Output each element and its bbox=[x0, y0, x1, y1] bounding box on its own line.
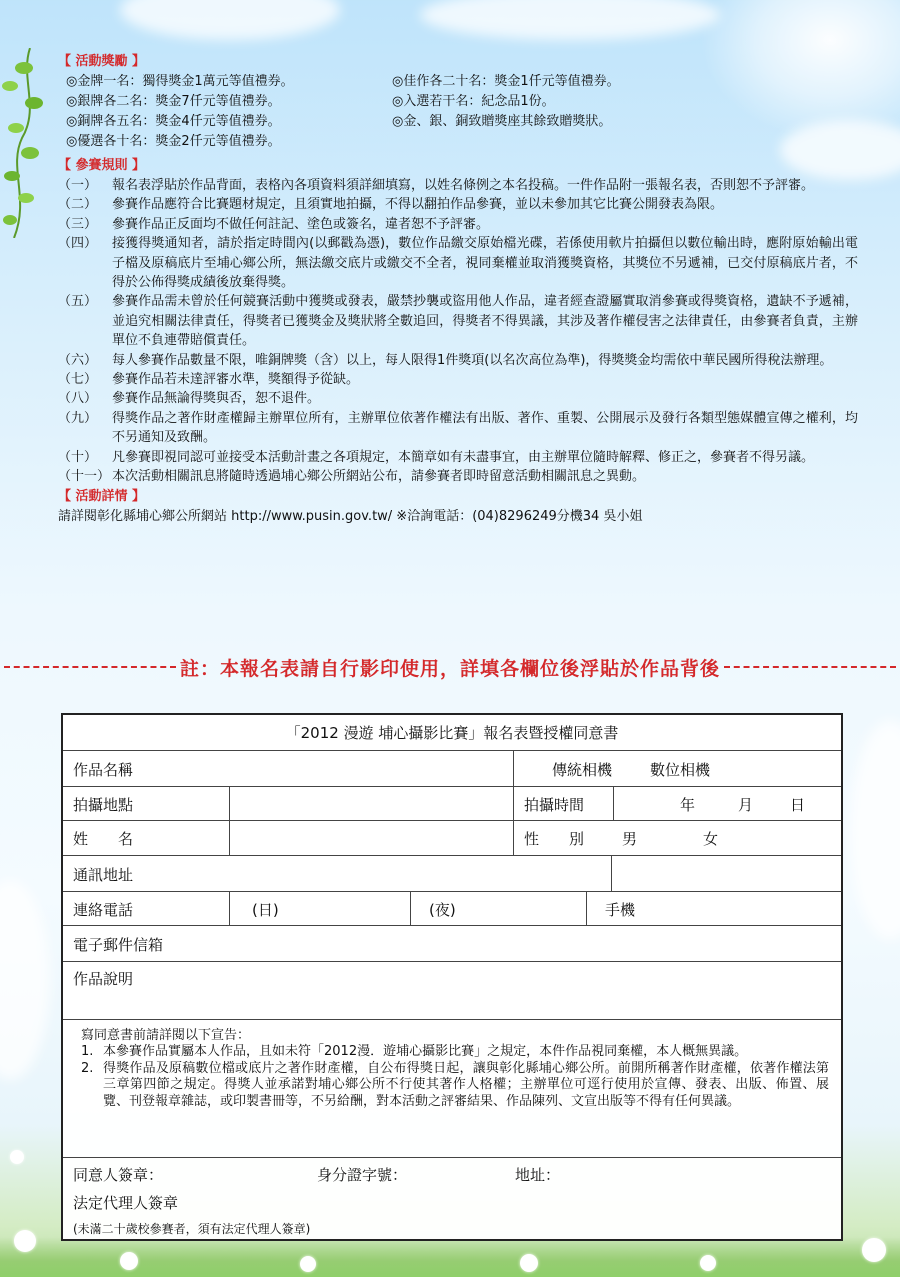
row-phone bbox=[63, 891, 841, 926]
declaration-number: 2. bbox=[81, 1060, 94, 1076]
declaration-item-text: 本參賽作品實屬本人作品，且如未符「2012漫．遊埔心攝影比賽」之規定，本件作品視同棄權，本人概無異議。 bbox=[103, 1044, 748, 1060]
rule-item bbox=[58, 234, 858, 292]
rule-text: 參賽作品若未達評審水準，獎額得予從缺。 bbox=[112, 372, 360, 388]
rule-text: 本次活動相關訊息將隨時透過埔心鄉公所網站公布，請參賽者即時留意活動相關訊息之異動。 bbox=[112, 469, 646, 485]
award-item: ◎銀牌各二名：獎金7仟元等值禮券。 bbox=[66, 94, 281, 109]
rule-item bbox=[58, 292, 858, 350]
shoot-place-input[interactable] bbox=[229, 787, 514, 821]
cut-note-text: 註：本報名表請自行影印使用，詳填各欄位後浮貼於作品背後 bbox=[180, 657, 721, 680]
cloud bbox=[120, 0, 340, 40]
gender-label: 性 別 bbox=[524, 830, 585, 848]
rule-number: （十一） bbox=[58, 469, 111, 485]
rule-text: 參賽作品無論得獎與否，恕不退件。 bbox=[112, 391, 321, 407]
rule-number: （九） bbox=[58, 410, 98, 426]
vine-decoration bbox=[0, 48, 48, 238]
mobile-input[interactable] bbox=[586, 892, 841, 926]
details-heading: 【 活動詳情 】 bbox=[58, 488, 146, 504]
id-number-label[interactable]: 身分證字號： bbox=[317, 1166, 408, 1184]
row-work-name bbox=[63, 750, 841, 787]
guardian-sign-label[interactable]: 法定代理人簽章 bbox=[73, 1194, 179, 1212]
rule-item bbox=[58, 215, 858, 234]
declaration-intro: 寫同意書前請詳閱以下宣告： bbox=[81, 1028, 251, 1043]
row-description bbox=[63, 961, 841, 1020]
dashed-divider bbox=[724, 666, 896, 668]
rule-item bbox=[58, 176, 858, 195]
cloud bbox=[0, 880, 50, 1080]
night-phone-label: (夜) bbox=[429, 900, 456, 919]
address-label: 通訊地址 bbox=[73, 865, 134, 884]
row-signature bbox=[63, 1157, 841, 1239]
description-label: 作品說明 bbox=[73, 970, 134, 988]
rules-heading: 【 參賽規則 】 bbox=[58, 158, 146, 173]
declaration-item-text: 得獎作品及原稿數位檔或底片之著作財產權，自公布得獎日起，讓與彰化縣埔心鄉公所。前開所稱著作財產權，依著作權法第三章第四節之規定。得獎人並承諾對埔心鄉公所不行使其著作人格權；主辦單位可逕行使用於宣傳、發表、出版、佈置、展覽、刊登報章雜誌，或印製書冊等，不另給酬，對本活動之評審結果、作品陳列、文宣出版等不得有任何異議。 bbox=[103, 1060, 829, 1109]
year-label: 年 bbox=[680, 795, 696, 814]
row-shoot bbox=[63, 786, 841, 821]
award-item: ◎佳作各二十名：獎金1仟元等值禮券。 bbox=[392, 74, 620, 89]
gender-male-option[interactable]: 男 bbox=[622, 830, 638, 848]
rule-item bbox=[58, 467, 858, 486]
shoot-time-label: 拍攝時間 bbox=[513, 787, 612, 821]
rule-number: （一） bbox=[58, 178, 98, 193]
gender-female-option[interactable]: 女 bbox=[703, 830, 719, 848]
guardian-note: (未滿二十歲校參賽者，須有法定代理人簽章) bbox=[73, 1222, 311, 1236]
rule-number: （五） bbox=[58, 294, 98, 310]
rule-text: 參賽作品應符合比賽題材規定，且須實地拍攝，不得以翻拍作品參賽，並以未參加其它比賽公開發表為限。 bbox=[112, 197, 724, 213]
rule-number: （二） bbox=[58, 197, 98, 213]
award-item: ◎銅牌各五名：獎金4仟元等值禮券。 bbox=[66, 114, 281, 129]
camera-traditional-option[interactable]: 傳統相機 bbox=[552, 760, 613, 779]
day-phone-label: (日) bbox=[252, 900, 279, 919]
shoot-place-label: 拍攝地點 bbox=[73, 795, 134, 814]
email-field[interactable] bbox=[63, 926, 841, 962]
shoot-time-input[interactable] bbox=[613, 787, 841, 821]
rule-item bbox=[58, 195, 858, 214]
address-input[interactable] bbox=[611, 856, 841, 892]
rule-text: 每人參賽作品數量不限，唯銅牌獎（含）以上，每人限得1件獎項(以名次高位為準)，得獎獎金均需依中華民國所得稅法辦理。 bbox=[112, 352, 833, 368]
award-item: ◎金牌一名：獨得獎金1萬元等值禮券。 bbox=[66, 74, 294, 89]
name-input[interactable] bbox=[229, 821, 514, 856]
name-label: 姓 名 bbox=[73, 830, 134, 848]
work-name-label: 作品名稱 bbox=[73, 760, 134, 779]
rule-item bbox=[58, 389, 858, 408]
month-label: 月 bbox=[738, 795, 754, 814]
declaration-item bbox=[81, 1061, 829, 1110]
camera-digital-option[interactable]: 數位相機 bbox=[650, 760, 711, 779]
declaration-number: 1. bbox=[81, 1044, 94, 1060]
rule-text: 得獎作品之著作財產權歸主辦單位所有，主辦單位依著作權法有出版、著作、重製、公開展示及發行各類型態媒體宣傳之權利，均不另通知及致酬。 bbox=[112, 410, 858, 446]
rule-number: （四） bbox=[58, 236, 98, 252]
form-title-row bbox=[63, 715, 841, 750]
award-item: ◎金、銀、銅致贈獎座其餘致贈獎狀。 bbox=[392, 114, 612, 129]
sign-address-label[interactable]: 地址： bbox=[515, 1166, 561, 1184]
rules-list bbox=[58, 176, 858, 487]
cloud bbox=[850, 720, 900, 940]
mobile-label: 手機 bbox=[605, 900, 636, 919]
rule-item bbox=[58, 370, 858, 389]
row-email bbox=[63, 925, 841, 962]
day-label: 日 bbox=[790, 795, 806, 814]
flower-decoration bbox=[520, 1254, 538, 1272]
phone-label: 連絡電話 bbox=[73, 900, 134, 919]
flower-decoration bbox=[10, 1150, 24, 1164]
details-text: 請詳閱彰化縣埔心鄉公所網站 http://www.pusin.gov.tw/ ※洽詢電話：(04)8296249分機34 吳小姐 bbox=[58, 508, 643, 524]
declaration-item bbox=[81, 1044, 829, 1060]
dashed-divider bbox=[4, 666, 176, 668]
gender-field[interactable] bbox=[513, 821, 841, 856]
row-name bbox=[63, 820, 841, 856]
declaration-text bbox=[63, 1020, 841, 1110]
consent-sign-label[interactable]: 同意人簽章： bbox=[73, 1166, 164, 1184]
rule-number: （七） bbox=[58, 372, 98, 388]
awards-list bbox=[58, 72, 858, 152]
rule-number: （三） bbox=[58, 216, 98, 232]
flower-decoration bbox=[14, 1230, 36, 1252]
rule-item bbox=[58, 351, 858, 370]
form-title: 「2012 漫遊 埔心攝影比賽」報名表暨授權同意書 bbox=[285, 724, 619, 742]
rule-number: （十） bbox=[58, 449, 98, 465]
rule-number: （八） bbox=[58, 391, 98, 407]
email-label: 電子郵件信箱 bbox=[73, 935, 164, 954]
rule-text: 接獲得獎通知者，請於指定時間內(以郵戳為憑)，數位作品繳交原始檔光碟，若係使用軟片拍攝但以數位輸出時，應附原始輸出電子檔及原稿底片至埔心鄉公所，無法繳交底片或繳交不全者，視同棄權並取消獲獎資格，其獎位不另遞補，已交付原稿底片者，不得於公佈得獎成績後放棄得獎。 bbox=[112, 236, 858, 291]
day-phone-input[interactable] bbox=[229, 892, 432, 926]
rule-number: （六） bbox=[58, 352, 98, 368]
rule-text: 報名表浮貼於作品背面，表格內各項資料須詳細填寫，以姓名條例之本名投稿。一件作品附一張報名表，否則恕不予評審。 bbox=[112, 178, 815, 193]
flower-decoration bbox=[300, 1256, 316, 1272]
main-content bbox=[58, 52, 858, 527]
rule-text: 凡參賽即視同認可並接受本活動計畫之各項規定，本簡章如有未盡事宜，由主辦單位隨時解釋、修正之，參賽者不得另議。 bbox=[112, 449, 815, 465]
award-item: ◎優選各十名：獎金2仟元等值禮券。 bbox=[66, 134, 281, 149]
rule-item bbox=[58, 448, 858, 467]
description-field[interactable] bbox=[63, 962, 841, 1020]
flower-decoration bbox=[862, 1238, 886, 1262]
row-declaration bbox=[63, 1019, 841, 1158]
cut-note bbox=[0, 654, 900, 680]
rule-text: 參賽作品正反面均不做任何註記、塗色或簽名，違者恕不予評審。 bbox=[112, 216, 490, 232]
cloud bbox=[420, 0, 720, 40]
rule-text: 參賽作品需未曾於任何競賽活動中獲獎或發表，嚴禁抄襲或盜用他人作品，違者經查證屬實取消參賽或得獎資格，遺缺不予遞補，並追究相關法律責任，得獎者已獲獎金及獎狀將全數追回，得獎者不得異議，其涉及著作權侵害之法律責任，由參賽者負責，主辦單位不負連帶賠償責任。 bbox=[112, 294, 858, 349]
rule-item bbox=[58, 409, 858, 448]
row-address bbox=[63, 855, 841, 892]
camera-type-field[interactable] bbox=[513, 751, 841, 787]
registration-form bbox=[61, 713, 843, 1241]
flower-decoration bbox=[700, 1255, 716, 1271]
flower-decoration bbox=[120, 1252, 138, 1270]
award-item: ◎入選若干名：紀念品1份。 bbox=[392, 94, 555, 109]
night-phone-input[interactable] bbox=[410, 892, 605, 926]
awards-heading: 【 活動獎勵 】 bbox=[58, 54, 146, 69]
